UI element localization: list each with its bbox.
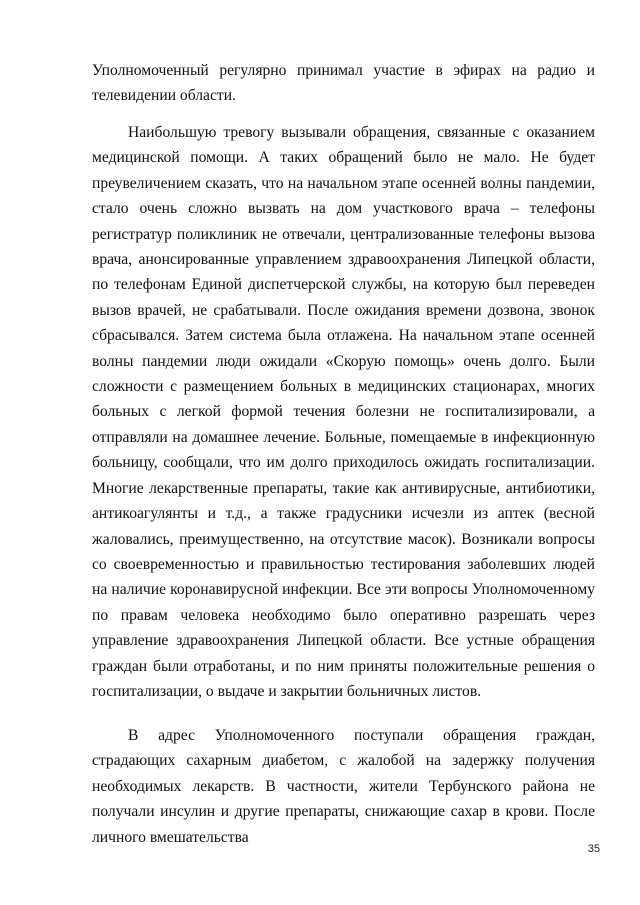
paragraph-diabetes: В адрес Уполномоченного поступали обращения граждан, страдающих сахарным диабетом, с жалобой на задержку получения необходимых лекарств. В частности, жители Тербунского района не получали инсулин и другие препараты, снижающие сахар в крови. После личного вмешательства bbox=[92, 727, 595, 846]
page-number: 35 bbox=[587, 843, 600, 855]
paragraph-medical-care: Наибольшую тревогу вызывали обращения, связанные с оказанием медицинской помощи. А таких обращений было не мало. Не будет преувеличением сказать, что на начальном этапе осенней волны пандемии, стало очень сложно вызвать на дом участкового врача – телефоны регистратур поликлиник не отвечали, централизованные телефоны вызова врача, анонсированные управлением здравоохранения Липецкой области, по телефонам Единой диспетчерской службы, на которую был переведен вызов врачей, не срабатывали. После ожидания времени дозвона, звонок сбрасывался. Затем система была отлажена. На начальном этапе осенней волны пандемии люди ожидали «Скорую помощь» очень долго. Были сложности с размещением больных в медицинских стационарах, многих больных с легкой формой течения болезни не госпитализировали, а отправляли на домашнее лечение. Больные, помещаемые в инфекционную больницу, сообщали, что им долго приходилось ожидать госпитализации. Многие лекарственные препараты, такие как антивирусные, антибиотики, антикоагулянты и т.д., а также градусники исчезли из аптек (весной жаловались, преимущественно, на отсутствие масок). Возникали вопросы со своевременностью и правильностью тестирования заболевших людей на наличие коронавирусной инфекции. Все эти вопросы Уполномоченному по правам человека необходимо было оперативно разрешать через управление здравоохранения Липецкой области. Все устные обращения граждан были отработаны, и по ним приняты положительные решения о госпитализации, о выдаче и закрытии больничных листов. bbox=[92, 124, 595, 700]
paragraph-radio-tv: Уполномоченный регулярно принимал участие в эфирах на радио и телевидении области. bbox=[92, 62, 595, 105]
